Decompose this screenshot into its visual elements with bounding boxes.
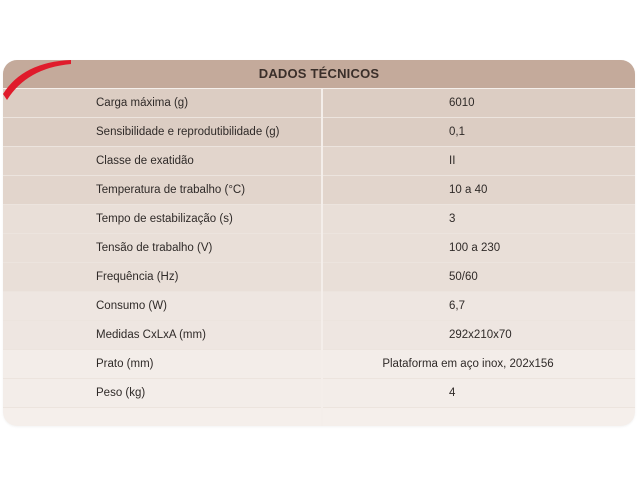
row-value [323,292,613,321]
row-value-text: 0,1 [449,126,465,138]
table-row [3,147,635,176]
table-header [3,60,635,88]
table-row [3,379,635,408]
table-row [3,292,635,321]
row-label: Tensão de trabalho (V) [96,242,213,254]
row-value [323,350,613,379]
row-value [323,379,613,408]
column-divider [321,89,323,426]
row-value [323,147,613,176]
row-value [323,205,613,234]
row-value-text: 6010 [449,97,475,109]
table-row [3,118,635,147]
row-value-text: 10 a 40 [449,184,488,196]
table-title: DADOS TÉCNICOS [258,66,380,81]
row-label: Temperatura de trabalho (°C) [96,184,246,196]
table-row [3,263,635,292]
table-row [3,89,635,118]
table-row [3,321,635,350]
row-value [323,234,613,263]
row-label: Consumo (W) [96,300,167,312]
row-value [323,176,613,205]
row-value-text: 6,7 [449,300,465,312]
table-row [3,234,635,263]
row-label: Peso (kg) [96,387,146,399]
row-value [323,89,613,118]
table-row [3,350,635,379]
technical-data-table [3,60,635,426]
row-label: Tempo de estabilização (s) [96,213,233,225]
row-value-text: 50/60 [449,271,478,283]
row-value-text: Plataforma em aço inox, 202x156 [382,358,554,370]
row-label: Classe de exatidão [96,155,194,167]
row-label: Carga máxima (g) [96,97,189,109]
row-label: Sensibilidade e reprodutibilidade (g) [96,126,280,138]
row-value-text: II [449,155,456,167]
table-row [3,205,635,234]
table-body [3,89,635,408]
row-value [323,263,613,292]
row-label: Medidas CxLxA (mm) [96,329,206,341]
row-value-text: 100 a 230 [449,242,501,254]
row-label: Frequência (Hz) [96,271,179,283]
row-value-text: 4 [449,387,456,399]
row-value [323,118,613,147]
row-value [323,321,613,350]
row-value-text: 292x210x70 [449,329,512,341]
row-value-text: 3 [449,213,456,225]
row-label: Prato (mm) [96,358,154,370]
table-row [3,176,635,205]
